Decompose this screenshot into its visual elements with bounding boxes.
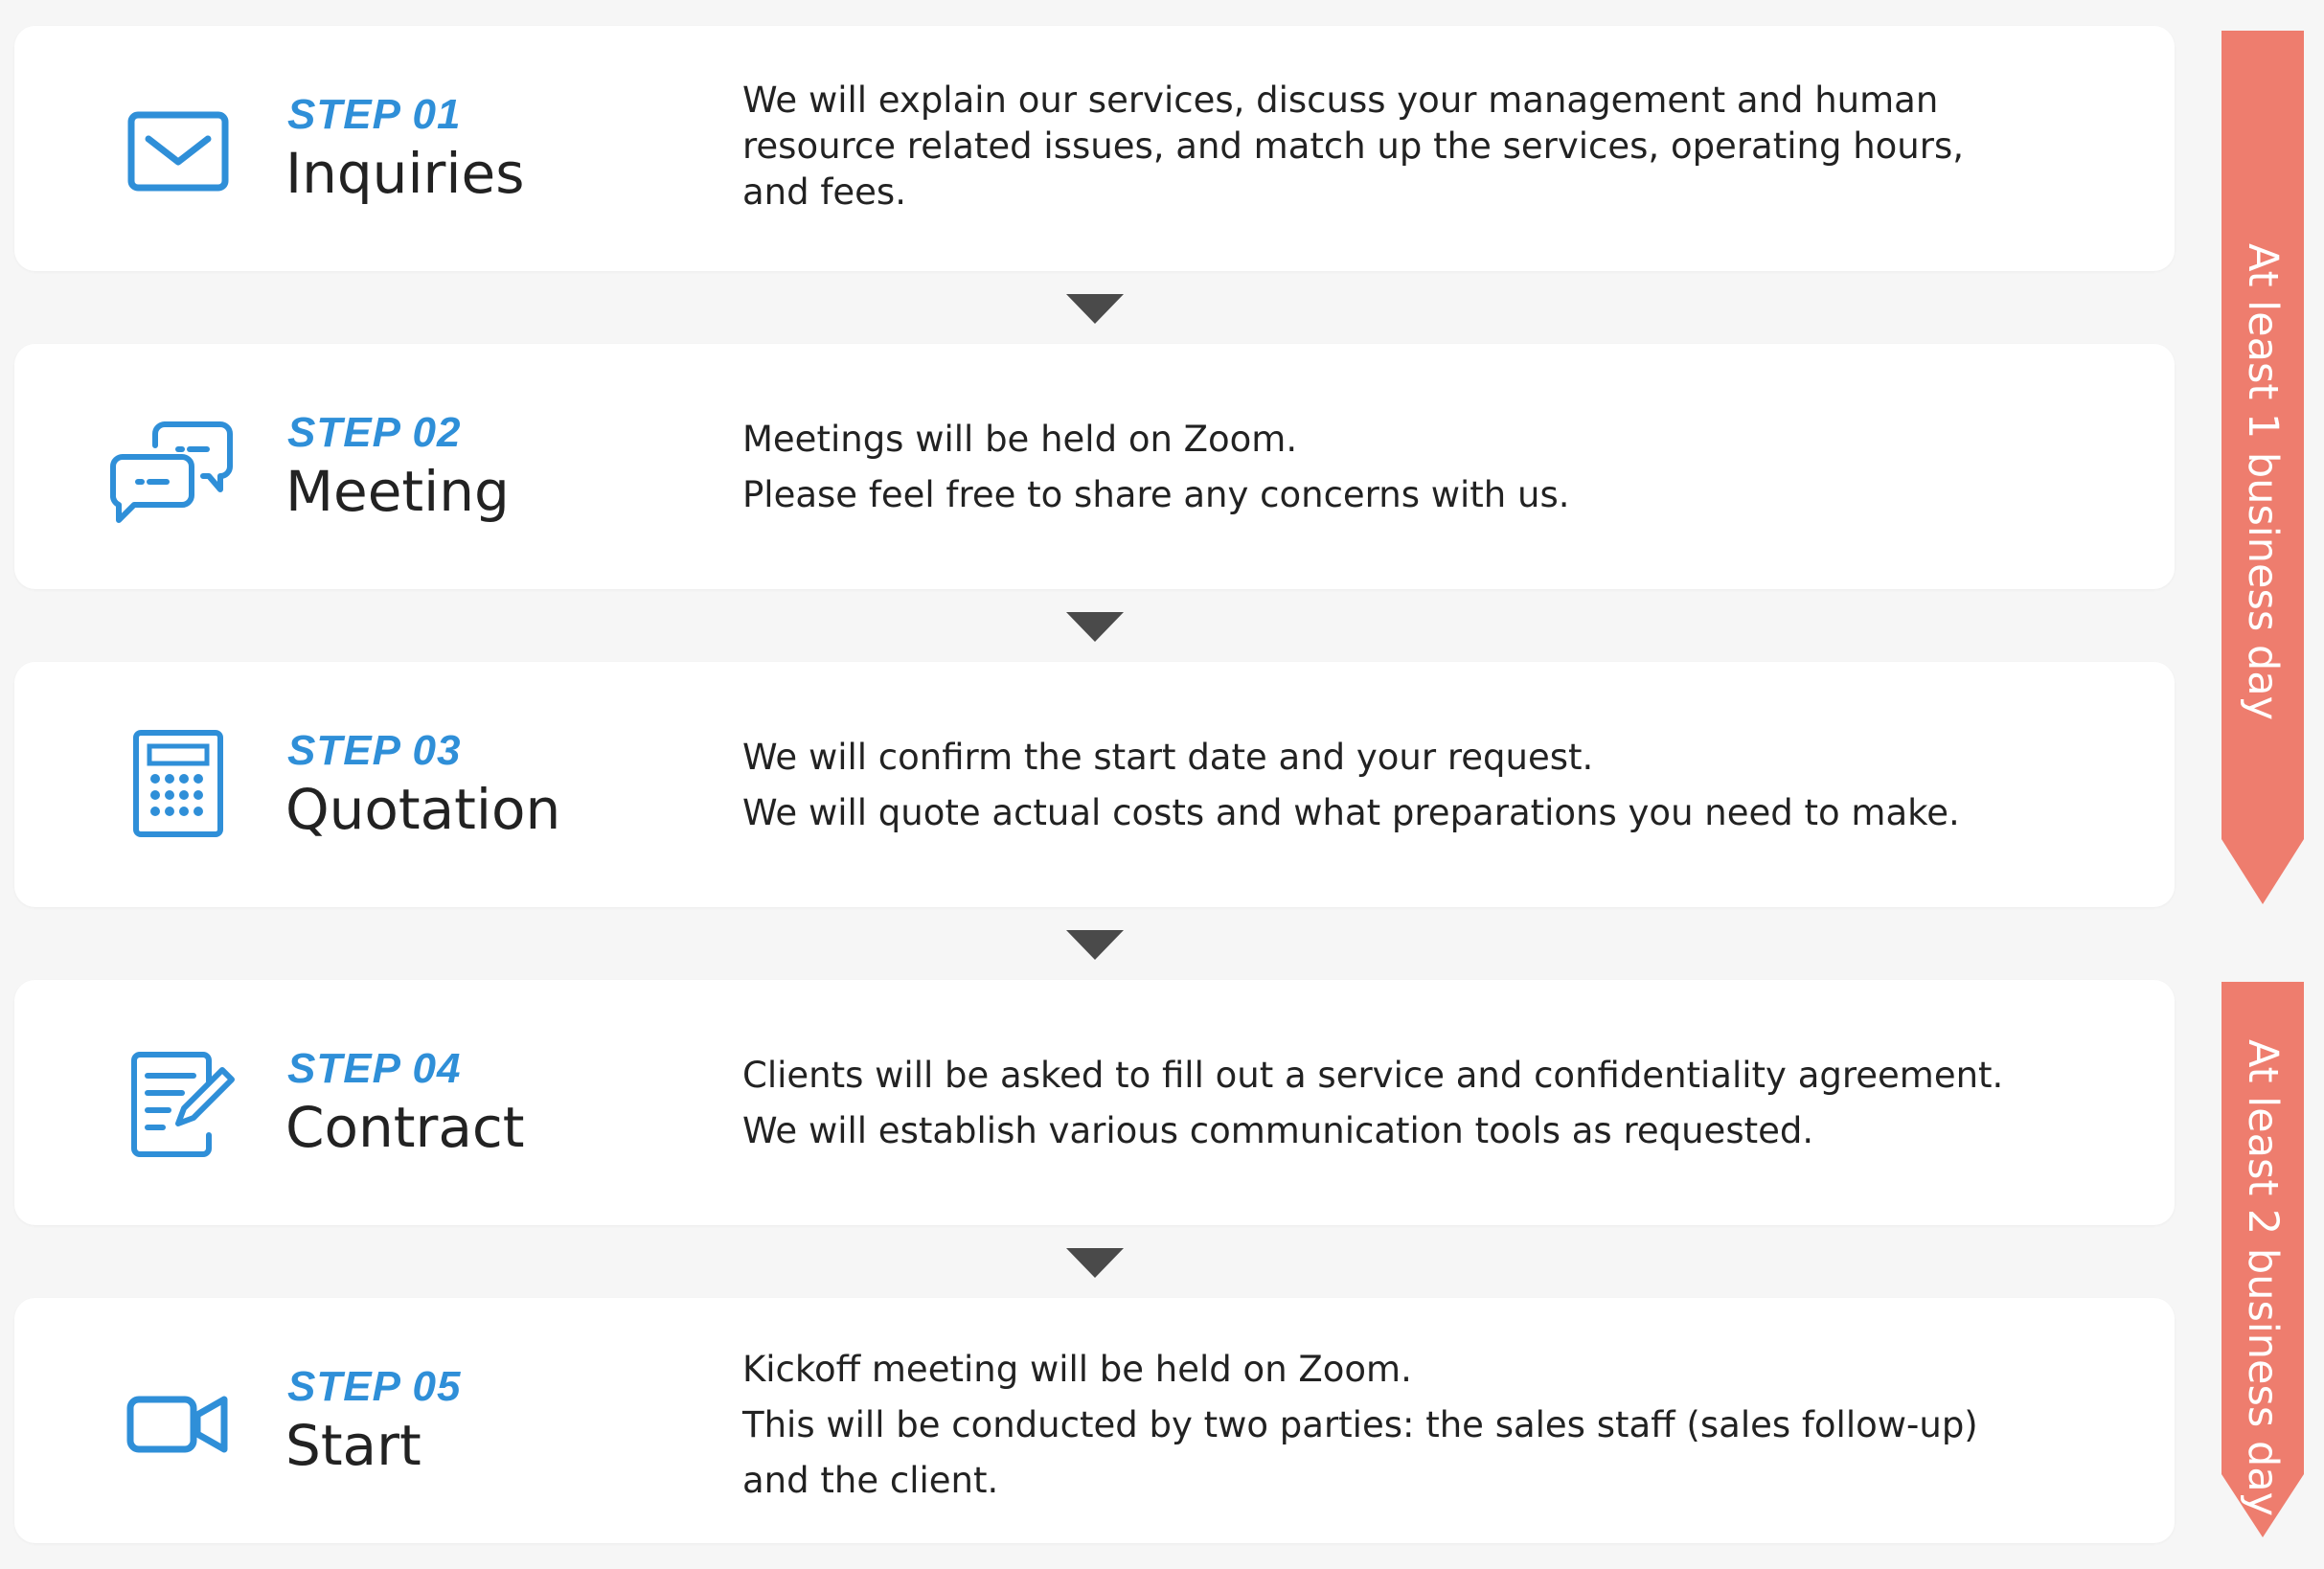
chat-bubbles-icon (105, 411, 239, 526)
step-title: Inquiries (285, 141, 525, 206)
step-description (742, 78, 2064, 216)
step-card-meeting (14, 344, 2175, 589)
down-arrow-icon (1066, 612, 1124, 642)
description-line: Please feel free to share any concerns with us. (742, 474, 1570, 515)
description-line: Clients will be asked to fill out a service and confidentiality agreement. (742, 1055, 2004, 1096)
description-line: Meetings will be held on Zoom. (742, 419, 1298, 460)
step-title: Quotation (285, 777, 561, 842)
duration-label: At least 1 business day (2239, 243, 2287, 721)
video-camera-icon (105, 1365, 239, 1480)
step-card-contract (14, 980, 2175, 1225)
step-title: Meeting (285, 459, 510, 524)
duration-label: At least 2 business day (2239, 1039, 2287, 1517)
duration-banner-1 (2221, 31, 2304, 904)
step-number: STEP 01 (287, 91, 462, 138)
description-line: resource related issues, and match up the services, operating hours, (742, 125, 1964, 167)
step-number: STEP 04 (287, 1045, 462, 1092)
step-description (742, 730, 2064, 841)
down-arrow-icon (1066, 930, 1124, 960)
description-line: We will quote actual costs and what preparations you need to make. (742, 792, 1960, 833)
description-line: Kickoff meeting will be held on Zoom. (742, 1349, 1412, 1390)
description-line: and fees. (742, 171, 906, 213)
description-line: We will confirm the start date and your request. (742, 737, 1594, 778)
step-card-start (14, 1298, 2175, 1543)
step-number: STEP 02 (287, 409, 462, 456)
down-arrow-icon (1066, 1248, 1124, 1278)
description-line: and the client. (742, 1460, 999, 1501)
description-line: This will be conducted by two parties: the sales staff (sales follow-up) (742, 1404, 1978, 1445)
step-description (742, 412, 2064, 523)
description-line: We will explain our services, discuss your management and human (742, 80, 1939, 121)
calculator-icon (105, 729, 239, 844)
down-arrow-icon (1066, 294, 1124, 324)
step-number: STEP 03 (287, 727, 462, 774)
envelope-icon (105, 93, 239, 208)
step-number: STEP 05 (287, 1363, 462, 1410)
step-card-quotation (14, 662, 2175, 907)
step-title: Start (285, 1413, 422, 1478)
step-title: Contract (285, 1095, 525, 1160)
description-line: We will establish various communication tools as requested. (742, 1110, 1814, 1151)
duration-banner-2 (2221, 982, 2304, 1537)
step-description (742, 1342, 2064, 1509)
step-card-inquiries (14, 26, 2175, 271)
step-description (742, 1048, 2064, 1159)
document-pen-icon (105, 1047, 239, 1162)
